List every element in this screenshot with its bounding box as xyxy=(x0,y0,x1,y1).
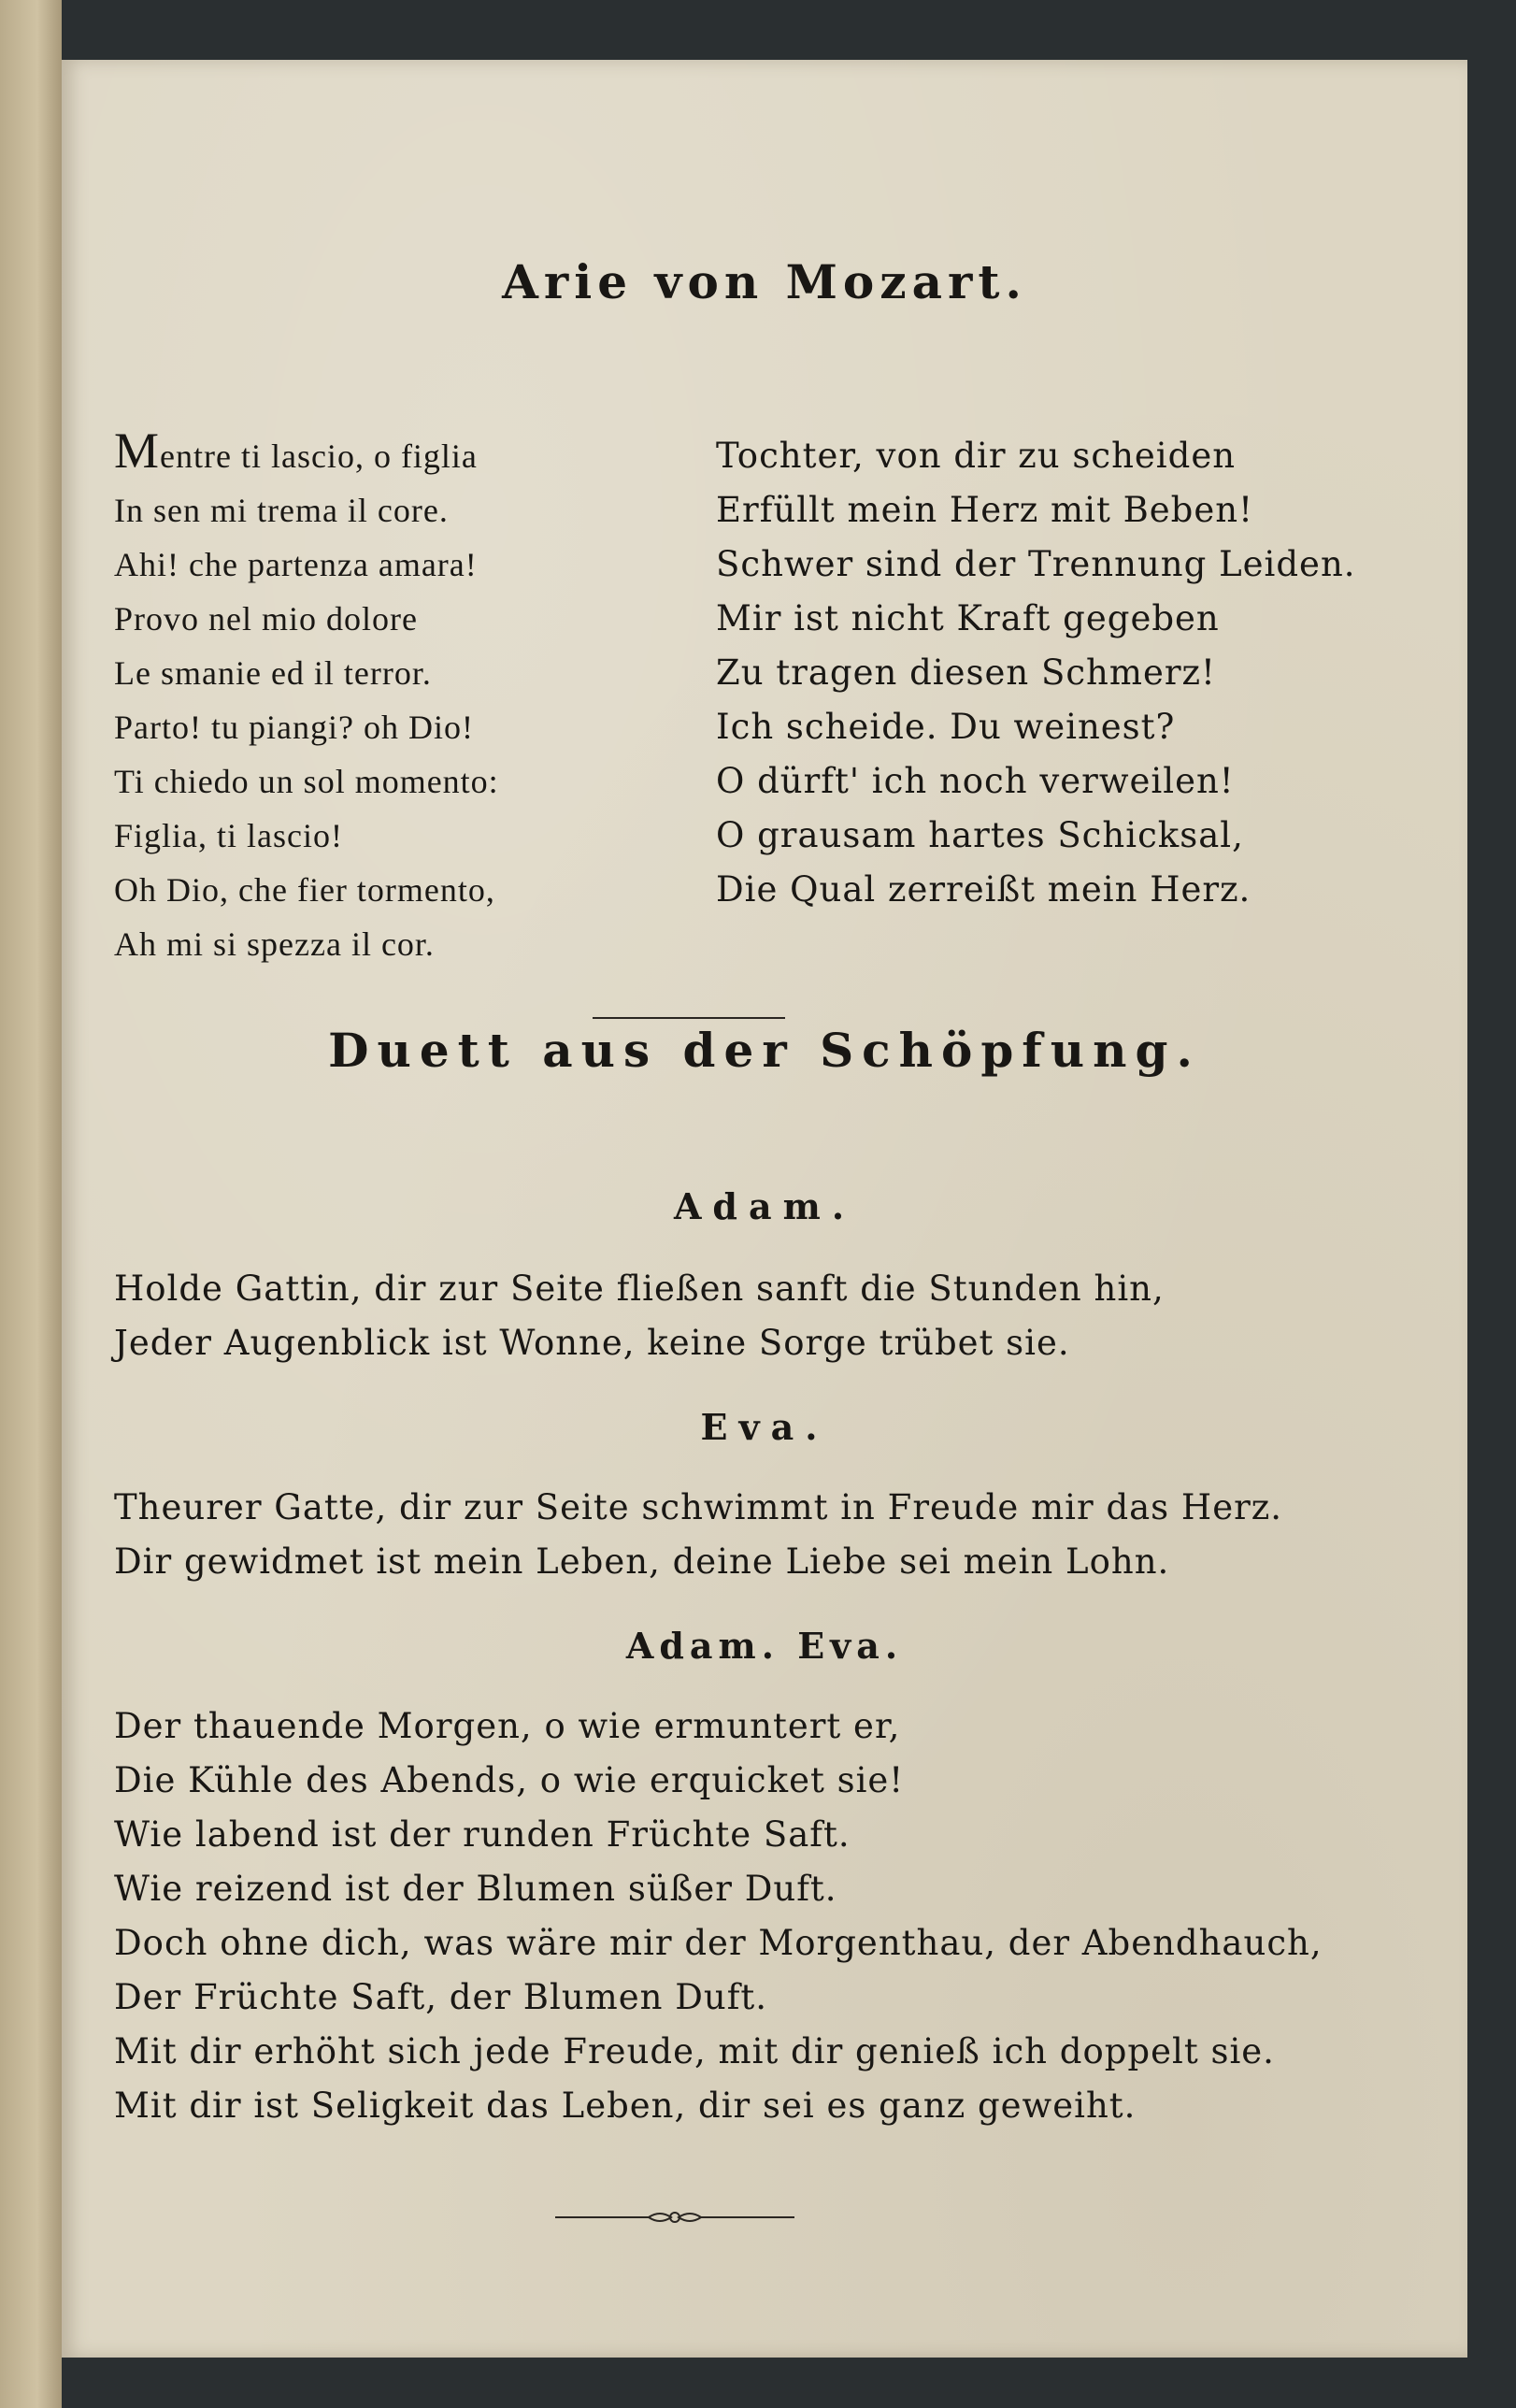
verse-line: Theurer Gatte, dir zur Seite schwimmt in Freude mir das Herz. xyxy=(114,1487,1283,1527)
adam-verse xyxy=(114,1262,1165,1370)
german-text-column xyxy=(716,429,1356,917)
speaker-eva: Eva. xyxy=(700,1406,829,1448)
italian-line: Oh Dio, che fier tormento, xyxy=(114,871,495,909)
italian-line: Ti chiedo un sol momento: xyxy=(114,763,499,800)
verse-line: Dir gewidmet ist mein Leben, deine Liebe sei mein Lohn. xyxy=(114,1541,1170,1582)
german-line: Die Qual zerreißt mein Herz. xyxy=(716,869,1251,910)
verse-line: Doch ohne dich, was wäre mir der Morgenthau, der Abendhauch, xyxy=(114,1923,1323,1963)
drop-cap: M xyxy=(114,423,161,479)
german-line: Schwer sind der Trennung Leiden. xyxy=(716,544,1356,584)
adam-eva-verse xyxy=(114,1699,1323,2133)
verse-line: Wie labend ist der runden Früchte Saft. xyxy=(114,1814,851,1855)
german-line: Zu tragen diesen Schmerz! xyxy=(716,652,1216,693)
italian-line: Ah mi si spezza il cor. xyxy=(114,925,435,963)
aria-title: Arie von Mozart. xyxy=(502,254,1027,309)
speaker-adam: Adam. xyxy=(673,1185,856,1227)
verse-line: Mit dir ist Seligkeit das Leben, dir sei es ganz geweiht. xyxy=(114,2086,1137,2126)
italian-line: Ahi! che partenza amara! xyxy=(114,546,478,583)
italian-line: Figlia, ti lascio! xyxy=(114,817,343,854)
speaker-adam-eva: Adam. Eva. xyxy=(625,1625,904,1667)
verse-line: Wie reizend ist der Blumen süßer Duft. xyxy=(114,1869,837,1909)
book-page xyxy=(62,60,1467,2358)
german-line: Mir ist nicht Kraft gegeben xyxy=(716,598,1220,638)
german-line: Erfüllt mein Herz mit Beben! xyxy=(716,490,1253,530)
verse-line: Der thauende Morgen, o wie ermuntert er, xyxy=(114,1706,901,1746)
previous-page-edge xyxy=(0,0,62,2408)
italian-text-column xyxy=(114,423,499,971)
verse-line: Der Früchte Saft, der Blumen Duft. xyxy=(114,1977,768,2017)
german-line: Tochter, von dir zu scheiden xyxy=(716,436,1237,476)
section-divider xyxy=(593,1017,785,1019)
italian-line: Le smanie ed il terror. xyxy=(114,654,432,692)
german-line: Ich scheide. Du weinest? xyxy=(716,707,1176,747)
italian-line: Mentre ti lascio, o figlia xyxy=(114,423,478,479)
duet-title: Duett aus der Schöpfung. xyxy=(328,1023,1201,1078)
verse-line: Mit dir erhöht sich jede Freude, mit dir genieß ich doppelt sie. xyxy=(114,2031,1275,2071)
verse-line: Jeder Augenblick ist Wonne, keine Sorge trübet sie. xyxy=(114,1323,1070,1363)
verse-line: Holde Gattin, dir zur Seite fließen sanft die Stunden hin, xyxy=(114,1268,1165,1309)
eva-verse xyxy=(114,1481,1282,1589)
italian-line: In sen mi trema il core. xyxy=(114,492,449,529)
end-ornament-icon xyxy=(555,2206,794,2229)
italian-line: Parto! tu piangi? oh Dio! xyxy=(114,709,474,746)
italian-line: Provo nel mio dolore xyxy=(114,600,418,638)
german-line: O dürft' ich noch verweilen! xyxy=(716,761,1235,801)
verse-line: Die Kühle des Abends, o wie erquicket sie! xyxy=(114,1760,905,1800)
german-line: O grausam hartes Schicksal, xyxy=(716,815,1244,855)
